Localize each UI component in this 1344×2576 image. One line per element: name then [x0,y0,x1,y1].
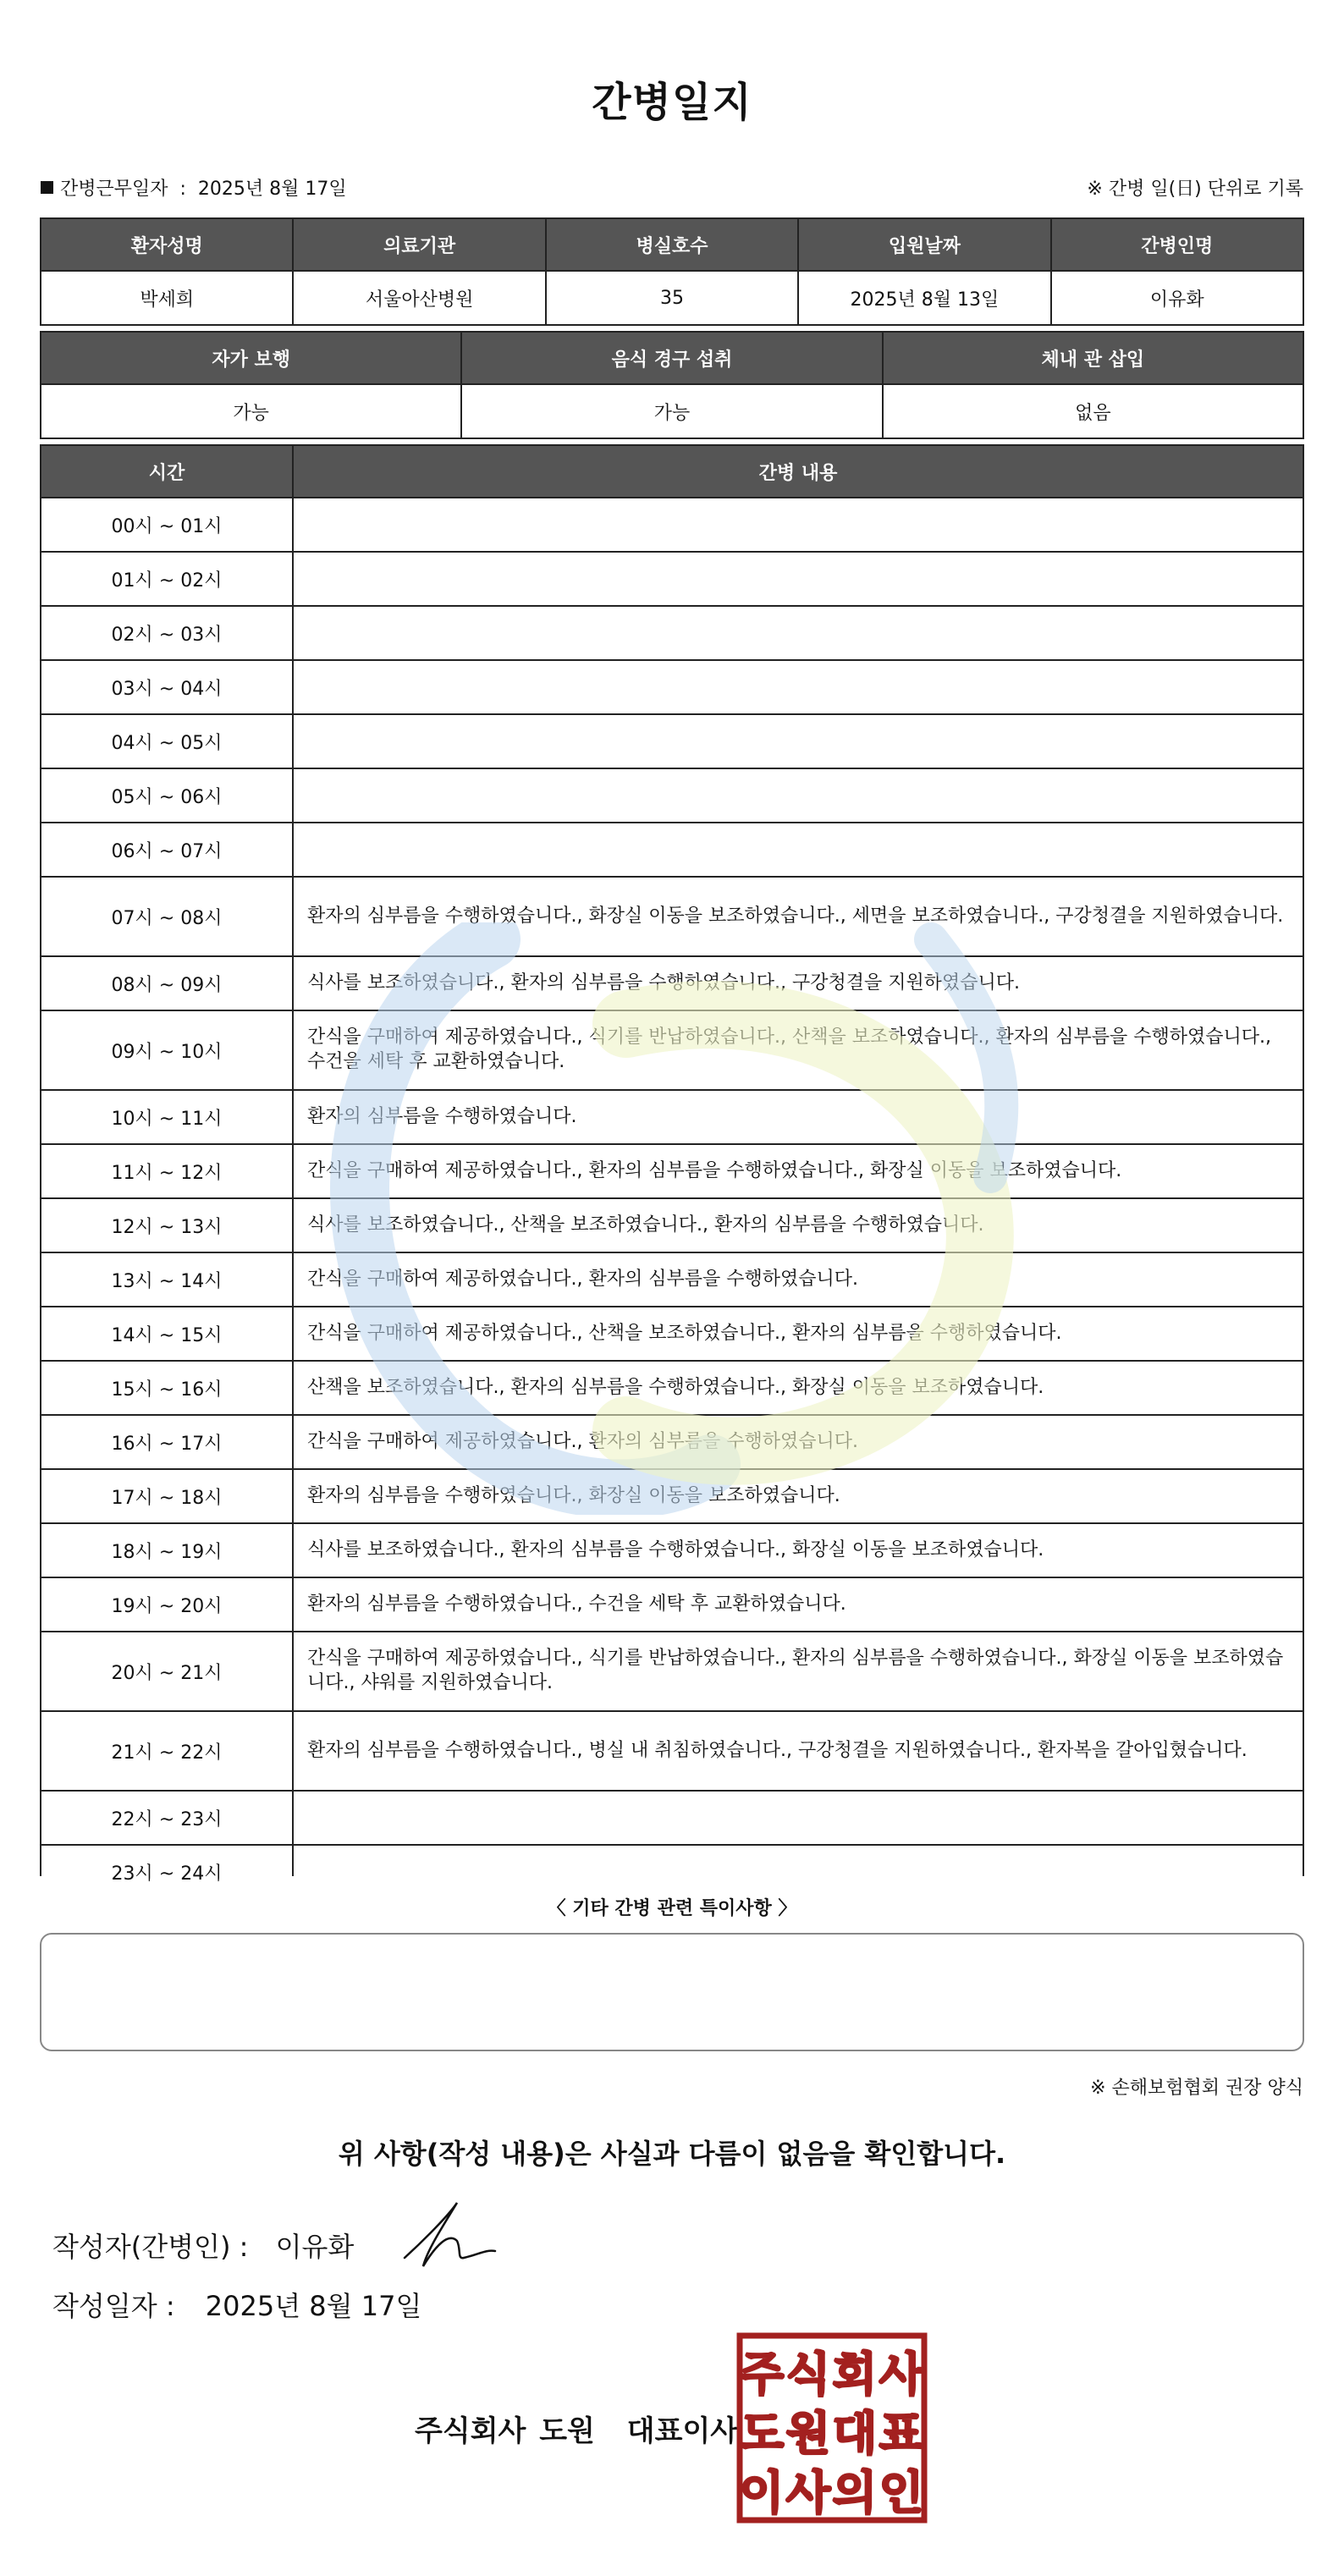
hospital-name: 서울아산병원 [294,272,544,324]
time-slot: 19시 ~ 20시 [41,1578,292,1631]
care-content [294,1792,1303,1844]
time-slot: 05시 ~ 06시 [41,769,292,822]
self-walking-value: 가능 [41,385,460,438]
header-hospital: 의료기관 [294,219,544,270]
care-content: 식사를 보조하였습니다., 산책을 보조하였습니다., 환자의 심부름을 수행하였습니다. [294,1199,1303,1252]
care-content [294,823,1303,876]
care-content [294,498,1303,551]
time-slot: 22시 ~ 23시 [41,1792,292,1844]
svg-text:사: 사 [785,2466,831,2519]
caregiver-name: 이유화 [1052,272,1303,324]
time-slot: 11시 ~ 12시 [41,1145,292,1197]
date-line [52,2285,421,2324]
special-notes-box [40,1933,1304,2051]
time-slot: 20시 ~ 21시 [41,1632,292,1710]
date-label: 작성일자 : [52,2290,175,2322]
care-content [294,1846,1303,1898]
record-unit-note: ※ 간병 일(日) 단위로 기록 [1087,179,1303,200]
svg-text:이: 이 [739,2466,785,2519]
admission-date: 2025년 8월 13일 [799,272,1049,324]
special-notes-content [41,1935,1303,1962]
work-date-label: 간병근무일자 : [60,179,186,200]
care-content: 간식을 구매하여 제공하였습니다., 환자의 심부름을 수행하였습니다., 화장실 이동을 보조하였습니다. [294,1145,1303,1197]
svg-text:식: 식 [785,2348,831,2401]
time-slot: 03시 ~ 04시 [41,661,292,713]
company-name: 주식회사 도원 [415,2414,595,2448]
care-content: 환자의 심부름을 수행하였습니다., 화장실 이동을 보조하였습니다. [294,1470,1303,1522]
svg-text:표: 표 [879,2407,924,2460]
time-slot: 06시 ~ 07시 [41,823,292,876]
form-recommendation-note: ※ 손해보험협회 권장 양식 [1090,2078,1303,2099]
care-content: 간식을 구매하여 제공하였습니다., 산책을 보조하였습니다., 환자의 심부름을 수행하였습니다. [294,1307,1303,1360]
care-content: 간식을 구매하여 제공하였습니다., 환자의 심부름을 수행하였습니다. [294,1416,1303,1468]
svg-text:회: 회 [832,2348,878,2401]
care-content: 식사를 보조하였습니다., 환자의 심부름을 수행하였습니다., 구강청결을 지원하였습니다. [294,957,1303,1010]
writer-name: 이유화 [275,2231,355,2263]
company-signature-line [415,2408,738,2449]
oral-intake-value: 가능 [462,385,881,438]
header-room-number: 병실호수 [547,219,797,270]
date-value: 2025년 8월 17일 [205,2290,422,2322]
time-slot: 21시 ~ 22시 [41,1712,292,1790]
svg-text:도: 도 [739,2407,785,2460]
time-slot: 09시 ~ 10시 [41,1011,292,1089]
header-admission-date: 입원날짜 [799,219,1049,270]
signature-icon [398,2199,499,2275]
document-title: 간병일지 [592,79,752,126]
header-oral-intake: 음식 경구 섭취 [462,333,881,383]
svg-text:원: 원 [785,2407,831,2460]
header-caregiver-name: 간병인명 [1052,219,1303,270]
care-content: 산책을 보조하였습니다., 환자의 심부름을 수행하였습니다., 화장실 이동을 보조하였습니다. [294,1362,1303,1414]
time-slot: 04시 ~ 05시 [41,715,292,768]
care-log-table [40,444,1304,1885]
work-date-line [41,174,347,201]
patient-condition-table [40,331,1304,439]
care-content [294,769,1303,822]
time-slot: 23시 ~ 24시 [41,1846,292,1898]
header-tube-insertion: 체내 관 삽입 [884,333,1303,383]
room-number: 35 [547,272,797,324]
svg-text:인: 인 [879,2466,924,2519]
care-content: 간식을 구매하여 제공하였습니다., 환자의 심부름을 수행하였습니다. [294,1253,1303,1306]
time-slot: 17시 ~ 18시 [41,1470,292,1522]
care-content [294,553,1303,605]
time-slot: 00시 ~ 01시 [41,498,292,551]
svg-text:사: 사 [879,2348,924,2401]
writer-line [52,2226,354,2265]
writer-label: 작성자(간병인) : [52,2231,249,2263]
svg-text:주: 주 [739,2348,785,2401]
care-content: 간식을 구매하여 제공하였습니다., 식기를 반납하였습니다., 환자의 심부름을 수행하였습니다., 화장실 이동을 보조하였습니다., 샤워를 지원하였습니다. [294,1632,1303,1710]
company-seal-icon [736,2332,928,2524]
time-slot: 13시 ~ 14시 [41,1253,292,1306]
care-content: 환자의 심부름을 수행하였습니다., 수건을 세탁 후 교환하였습니다. [294,1578,1303,1631]
time-slot: 12시 ~ 13시 [41,1199,292,1252]
time-slot: 01시 ~ 02시 [41,553,292,605]
svg-text:의: 의 [832,2466,878,2519]
header-self-walking: 자가 보행 [41,333,460,383]
company-title: 대표이사 [626,2414,739,2448]
care-content: 식사를 보조하였습니다., 환자의 심부름을 수행하였습니다., 화장실 이동을 보조하였습니다. [294,1524,1303,1577]
care-content: 환자의 심부름을 수행하였습니다., 화장실 이동을 보조하였습니다., 세면을 보조하였습니다., 구강청결을 지원하였습니다. [294,878,1303,955]
care-content: 환자의 심부름을 수행하였습니다., 병실 내 취침하였습니다., 구강청결을 지원하였습니다., 환자복을 갈아입혔습니다. [294,1712,1303,1790]
care-content: 간식을 구매하여 제공하였습니다., 식기를 반납하였습니다., 산책을 보조하였습니다., 환자의 심부름을 수행하였습니다., 수건을 세탁 후 교환하였습니다. [294,1011,1303,1089]
care-content [294,715,1303,768]
time-slot: 15시 ~ 16시 [41,1362,292,1414]
header-time: 시간 [41,446,292,497]
work-date-value: 2025년 8월 17일 [197,179,347,200]
care-content: 환자의 심부름을 수행하였습니다. [294,1091,1303,1143]
time-slot: 16시 ~ 17시 [41,1416,292,1468]
svg-text:대: 대 [832,2407,878,2460]
confirmation-statement: 위 사항(작성 내용)은 사실과 다름이 없음을 확인합니다. [338,2138,1006,2170]
care-content [294,661,1303,713]
bullet-square-icon [41,181,53,194]
special-notes-title: 〈 기타 간병 관련 특이사항 〉 [547,1898,797,1919]
patient-info-table [40,217,1304,326]
header-patient-name: 환자성명 [41,219,292,270]
time-slot: 14시 ~ 15시 [41,1307,292,1360]
header-care-content: 간병 내용 [294,446,1303,497]
patient-name: 박세희 [41,272,292,324]
time-slot: 07시 ~ 08시 [41,878,292,955]
time-slot: 10시 ~ 11시 [41,1091,292,1143]
time-slot: 02시 ~ 03시 [41,607,292,659]
time-slot: 18시 ~ 19시 [41,1524,292,1577]
care-content [294,607,1303,659]
time-slot: 08시 ~ 09시 [41,957,292,1010]
tube-insertion-value: 없음 [884,385,1303,438]
